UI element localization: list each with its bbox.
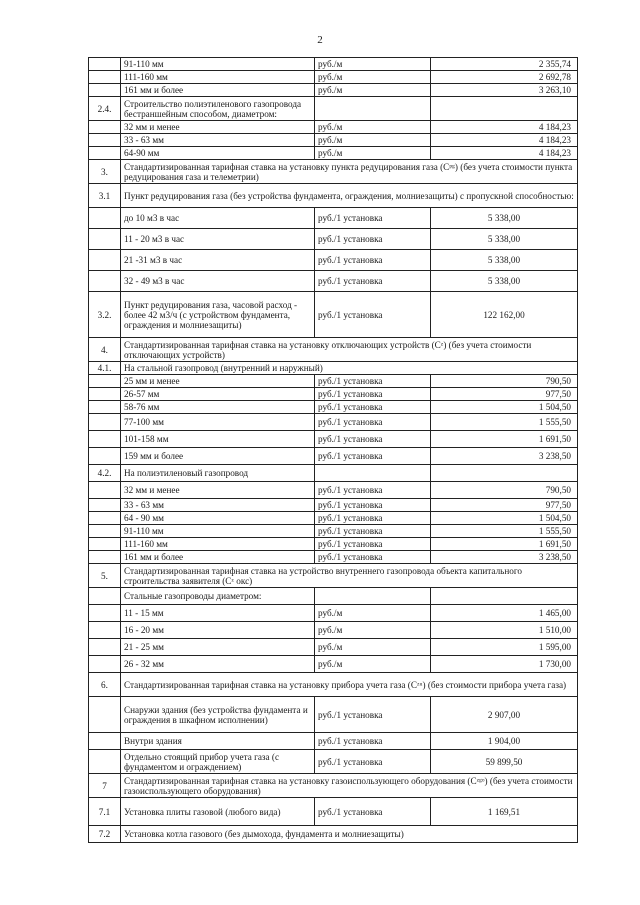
value-cell [431, 465, 578, 482]
value-cell: 1 691,50 [431, 431, 578, 448]
value-cell: 3 238,50 [431, 551, 578, 564]
description-cell: 32 мм и менее [121, 121, 315, 134]
row-number-cell [89, 388, 121, 401]
unit-cell [315, 465, 431, 482]
value-cell: 790,50 [431, 375, 578, 388]
description-cell: 64 - 90 мм [121, 512, 315, 525]
description-cell: На полиэтиленовый газопровод [121, 465, 315, 482]
description-cell: 26-57 мм [121, 388, 315, 401]
unit-cell: руб./1 установка [315, 798, 431, 826]
row-number-cell [89, 134, 121, 147]
row-number-cell: 3.1 [89, 184, 121, 208]
unit-cell: руб./1 установка [315, 499, 431, 512]
description-cell: 77-100 мм [121, 414, 315, 431]
row-number-cell: 2.4. [89, 97, 121, 121]
value-cell: 1 510,00 [431, 622, 578, 639]
row-number-cell: 7.1 [89, 798, 121, 826]
value-cell: 4 184,23 [431, 121, 578, 134]
section-title-cell: Пункт редуцирования газа (без устройства фундамента, ограждения, молниезащиты) с пропускной способностью: [121, 184, 578, 208]
value-cell: 1 555,50 [431, 525, 578, 538]
row-number-cell [89, 58, 121, 71]
description-cell: 91-110 мм [121, 525, 315, 538]
section-title-cell: На стальной газопровод (внутренний и наружный) [121, 362, 578, 375]
value-cell: 3 263,10 [431, 84, 578, 97]
value-cell: 2 355,74 [431, 58, 578, 71]
row-number-cell: 4.1. [89, 362, 121, 375]
row-number-cell [89, 538, 121, 551]
unit-cell: руб./1 установка [315, 250, 431, 271]
description-cell: 11 - 15 мм [121, 605, 315, 622]
table-row [89, 774, 578, 798]
row-number-cell [89, 622, 121, 639]
value-cell: 4 184,23 [431, 147, 578, 160]
row-number-cell [89, 431, 121, 448]
unit-cell: руб./м [315, 121, 431, 134]
unit-cell: руб./1 установка [315, 414, 431, 431]
table-row [89, 134, 578, 147]
table-row [89, 292, 578, 338]
row-number-cell [89, 229, 121, 250]
unit-cell: руб./м [315, 71, 431, 84]
description-cell: 161 мм и более [121, 551, 315, 564]
row-number-cell: 5. [89, 564, 121, 588]
value-cell: 1 730,00 [431, 656, 578, 673]
section-title-cell: Стандартизированная тарифная ставка на установку газоиспользующего оборудования (Cᶻᵍᵒ) (без учета стоимости газоиспользующего оборудования) [121, 774, 578, 798]
row-number-cell: 7.2 [89, 826, 121, 843]
row-number-cell [89, 84, 121, 97]
table-row [89, 401, 578, 414]
row-number-cell [89, 121, 121, 134]
description-cell: до 10 м3 в час [121, 208, 315, 229]
table-row [89, 121, 578, 134]
unit-cell: руб./1 установка [315, 292, 431, 338]
unit-cell: руб./1 установка [315, 750, 431, 774]
description-cell: Пункт редуцирования газа, часовой расход - более 42 м3/ч (с устройством фундамента, ограждения и молниезащиты) [121, 292, 315, 338]
table-row [89, 826, 578, 843]
table-row [89, 250, 578, 271]
description-cell: 64-90 мм [121, 147, 315, 160]
table-row [89, 375, 578, 388]
table-row [89, 639, 578, 656]
row-number-cell [89, 588, 121, 605]
row-number-cell [89, 401, 121, 414]
value-cell: 1 465,00 [431, 605, 578, 622]
table-row [89, 605, 578, 622]
unit-cell: руб./1 установка [315, 208, 431, 229]
value-cell: 1 504,50 [431, 512, 578, 525]
row-number-cell [89, 639, 121, 656]
description-cell: Отдельно стоящий прибор учета газа (с фундаментом и ограждением) [121, 750, 315, 774]
row-number-cell [89, 551, 121, 564]
tariff-table [88, 57, 578, 843]
description-cell: Строительство полиэтиленового газопровода бестраншейным способом, диаметром: [121, 97, 315, 121]
description-cell: 111-160 мм [121, 71, 315, 84]
value-cell: 122 162,00 [431, 292, 578, 338]
row-number-cell [89, 448, 121, 465]
table-row [89, 733, 578, 750]
row-number-cell [89, 697, 121, 733]
unit-cell: руб./1 установка [315, 388, 431, 401]
table-row [89, 338, 578, 362]
table-row [89, 499, 578, 512]
unit-cell: руб./м [315, 84, 431, 97]
table-row [89, 538, 578, 551]
table-row [89, 147, 578, 160]
unit-cell: руб./1 установка [315, 271, 431, 292]
unit-cell: руб./1 установка [315, 229, 431, 250]
unit-cell: руб./1 установка [315, 525, 431, 538]
unit-cell: руб./м [315, 58, 431, 71]
unit-cell [315, 588, 431, 605]
table-row [89, 160, 578, 184]
description-cell: Внутри здания [121, 733, 315, 750]
table-row [89, 588, 578, 605]
row-number-cell: 3. [89, 160, 121, 184]
table-row [89, 656, 578, 673]
description-cell: 11 - 20 м3 в час [121, 229, 315, 250]
table-row [89, 184, 578, 208]
value-cell: 5 338,00 [431, 271, 578, 292]
row-number-cell [89, 525, 121, 538]
table-row [89, 512, 578, 525]
row-number-cell [89, 733, 121, 750]
table-row [89, 465, 578, 482]
row-number-cell: 4.2. [89, 465, 121, 482]
row-number-cell: 3.2. [89, 292, 121, 338]
value-cell: 3 238,50 [431, 448, 578, 465]
row-number-cell [89, 375, 121, 388]
value-cell: 4 184,23 [431, 134, 578, 147]
table-row [89, 208, 578, 229]
unit-cell [315, 97, 431, 121]
table-row [89, 71, 578, 84]
description-cell: 16 - 20 мм [121, 622, 315, 639]
row-number-cell [89, 71, 121, 84]
value-cell: 1 595,00 [431, 639, 578, 656]
row-number-cell [89, 750, 121, 774]
section-title-cell: Стандартизированная тарифная ставка на установку прибора учета газа (Cᶻᵘ) (без стоимости прибора учета газа) [121, 673, 578, 697]
value-cell: 1 169,51 [431, 798, 578, 826]
row-number-cell [89, 482, 121, 499]
table-row [89, 271, 578, 292]
description-cell: Стальные газопроводы диаметром: [121, 588, 315, 605]
table-row [89, 448, 578, 465]
table-row [89, 551, 578, 564]
unit-cell: руб./1 установка [315, 551, 431, 564]
value-cell [431, 97, 578, 121]
value-cell: 5 338,00 [431, 208, 578, 229]
description-cell: 161 мм и более [121, 84, 315, 97]
value-cell: 1 555,50 [431, 414, 578, 431]
value-cell [431, 588, 578, 605]
table-row [89, 431, 578, 448]
unit-cell: руб./м [315, 147, 431, 160]
table-row [89, 798, 578, 826]
unit-cell: руб./м [315, 656, 431, 673]
description-cell: 58-76 мм [121, 401, 315, 414]
description-cell: Установка плиты газовой (любого вида) [121, 798, 315, 826]
row-number-cell: 7 [89, 774, 121, 798]
row-number-cell [89, 656, 121, 673]
value-cell: 790,50 [431, 482, 578, 499]
table-row [89, 362, 578, 375]
unit-cell: руб./1 установка [315, 697, 431, 733]
table-row [89, 58, 578, 71]
description-cell: 33 - 63 мм [121, 134, 315, 147]
section-title-cell: Стандартизированная тарифная ставка на установку отключающих устройств (Cᶻ) (без учета стоимости отключающих устройств) [121, 338, 578, 362]
unit-cell: руб./1 установка [315, 375, 431, 388]
description-cell: 111-160 мм [121, 538, 315, 551]
row-number-cell [89, 499, 121, 512]
table-row [89, 97, 578, 121]
table-row [89, 525, 578, 538]
table-row [89, 84, 578, 97]
row-number-cell [89, 414, 121, 431]
description-cell: 21 -31 м3 в час [121, 250, 315, 271]
table-row [89, 697, 578, 733]
table-row [89, 564, 578, 588]
value-cell: 977,50 [431, 388, 578, 401]
page-number: 2 [317, 34, 323, 46]
row-number-cell: 4. [89, 338, 121, 362]
value-cell: 59 899,50 [431, 750, 578, 774]
value-cell: 1 504,50 [431, 401, 578, 414]
value-cell: 5 338,00 [431, 250, 578, 271]
unit-cell: руб./1 установка [315, 733, 431, 750]
row-number-cell [89, 605, 121, 622]
description-cell: 101-158 мм [121, 431, 315, 448]
section-title-cell: Стандартизированная тарифная ставка на устройство внутреннего газопровода объекта капитального строительства заявителя (Cᶻ окс) [121, 564, 578, 588]
table-row [89, 388, 578, 401]
unit-cell: руб./1 установка [315, 401, 431, 414]
description-cell: 159 мм и более [121, 448, 315, 465]
value-cell: 5 338,00 [431, 229, 578, 250]
value-cell: 2 907,00 [431, 697, 578, 733]
value-cell: 2 692,78 [431, 71, 578, 84]
description-cell: 32 - 49 м3 в час [121, 271, 315, 292]
description-cell: 32 мм и менее [121, 482, 315, 499]
row-number-cell [89, 147, 121, 160]
unit-cell: руб./м [315, 134, 431, 147]
description-cell: 25 мм и менее [121, 375, 315, 388]
table-row [89, 414, 578, 431]
unit-cell: руб./1 установка [315, 538, 431, 551]
section-title-cell: Стандартизированная тарифная ставка на установку пункта редуцирования газа (Сᵖᵍ) (без учета стоимости пункта редуцирования газа и телеметрии) [121, 160, 578, 184]
unit-cell: руб./1 установка [315, 448, 431, 465]
value-cell: 1 904,00 [431, 733, 578, 750]
value-cell: 977,50 [431, 499, 578, 512]
unit-cell: руб./м [315, 639, 431, 656]
unit-cell: руб./1 установка [315, 431, 431, 448]
description-cell: 91-110 мм [121, 58, 315, 71]
row-number-cell [89, 208, 121, 229]
unit-cell: руб./1 установка [315, 512, 431, 525]
table-row [89, 622, 578, 639]
description-cell: 21 - 25 мм [121, 639, 315, 656]
row-number-cell [89, 512, 121, 525]
value-cell: 1 691,50 [431, 538, 578, 551]
table-row [89, 673, 578, 697]
row-number-cell: 6. [89, 673, 121, 697]
table-row [89, 482, 578, 499]
description-cell: 26 - 32 мм [121, 656, 315, 673]
section-title-cell: Установка котла газового (без дымохода, фундамента и молниезащиты) [121, 826, 578, 843]
unit-cell: руб./м [315, 605, 431, 622]
table-row [89, 750, 578, 774]
description-cell: Снаружи здания (без устройства фундамента и ограждения в шкафном исполнении) [121, 697, 315, 733]
row-number-cell [89, 250, 121, 271]
unit-cell: руб./м [315, 622, 431, 639]
description-cell: 33 - 63 мм [121, 499, 315, 512]
row-number-cell [89, 271, 121, 292]
table-row [89, 229, 578, 250]
unit-cell: руб./1 установка [315, 482, 431, 499]
